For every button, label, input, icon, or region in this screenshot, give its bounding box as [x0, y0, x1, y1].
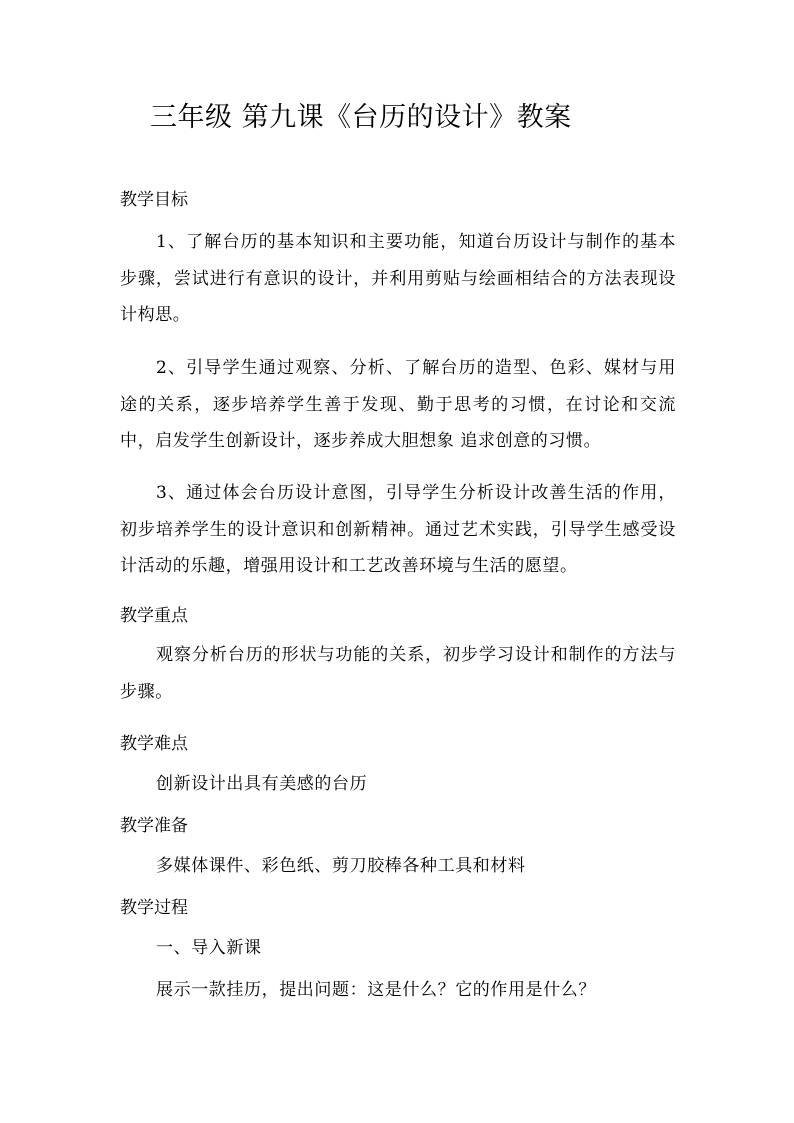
process-step-1-text: 展示一款挂历，提出问题：这是什么？它的作用是什么？ — [156, 980, 596, 1000]
document-title: 三年级 第九课《台历的设计》教案 — [150, 102, 572, 133]
objective-item-1: 1、了解台历的基本知识和主要功能，知道台历设计与制作的基本步骤，尝试进行有意识的设计，并利用剪贴与绘画相结合的方法表现设计构思。 — [120, 232, 676, 325]
key-points-text: 观察分析台历的形状与功能的关系，初步学习设计和制作的方法与步骤。 — [120, 645, 676, 702]
heading-process: 教学过程 — [120, 898, 188, 918]
objective-item-2: 2、引导学生通过观察、分析、了解台历的造型、色彩、媒材与用途的关系，逐步培养学生善于发现、勤于思考的习惯，在讨论和交流中，启发学生创新设计，逐步养成大胆想象 追求创意的习惯。 — [120, 358, 676, 451]
heading-key-points: 教学重点 — [120, 606, 188, 626]
preparation-text: 多媒体课件、彩色纸、剪刀胶棒各种工具和材料 — [156, 856, 526, 876]
heading-preparation: 教学准备 — [120, 816, 188, 836]
difficulties-text: 创新设计出具有美感的台历 — [156, 774, 368, 794]
process-step-1: 一、导入新课 — [156, 938, 262, 958]
objective-item-3: 3、通过体会台历设计意图，引导学生分析设计改善生活的作用，初步培养学生的设计意识和创新精神。通过艺术实践，引导学生感受设计活动的乐趣，增强用设计和工艺改善环境与生活的愿望。 — [120, 483, 676, 576]
heading-objectives: 教学目标 — [120, 190, 188, 210]
heading-difficulties: 教学难点 — [120, 734, 188, 754]
